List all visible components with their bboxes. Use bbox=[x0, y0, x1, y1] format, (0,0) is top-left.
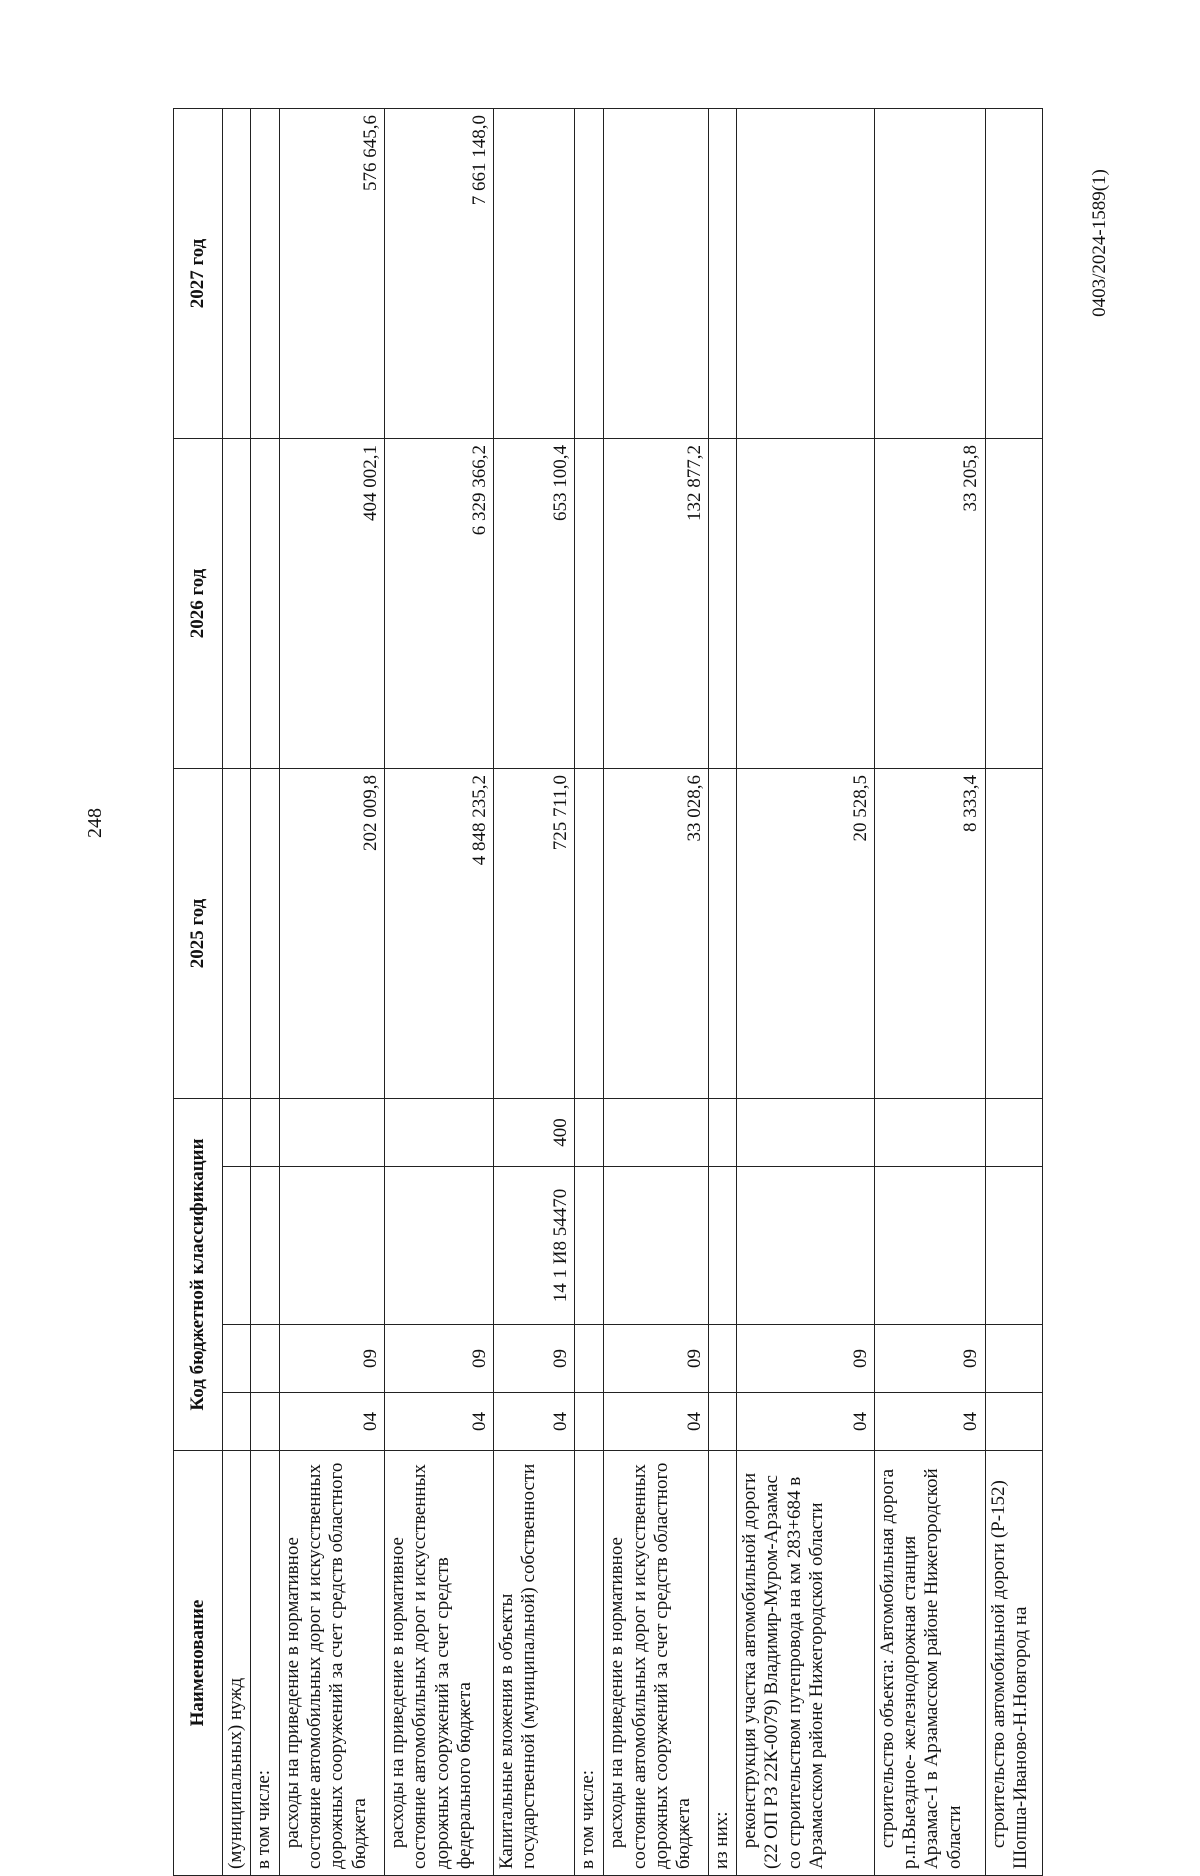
row-name: реконструкция участка автомобильной дороги (22 ОП РЗ 22К-0079) Владимир-Муром-Арзамас со строительством путепровода на км 283+684 в Арзамасском районе Нижегородской области bbox=[737, 1451, 875, 1876]
table-row bbox=[874, 108, 985, 1875]
code-target bbox=[737, 1167, 875, 1325]
value-2027 bbox=[737, 108, 875, 438]
code-section bbox=[251, 1393, 279, 1451]
code-section bbox=[223, 1393, 251, 1451]
code-section bbox=[985, 1393, 1042, 1451]
value-2026: 6 329 366,2 bbox=[385, 438, 494, 768]
row-name: строительство объекта: Автомобильная дорога р.п.Выездное- железнодорожная станция Арзамас-1 в Арзамасском районе Нижегородской области bbox=[874, 1451, 985, 1876]
document-code: 0403/2024-1589(1) bbox=[1089, 169, 1110, 317]
value-2027 bbox=[874, 108, 985, 438]
row-name: из них: bbox=[708, 1451, 736, 1876]
value-2025: 33 028,6 bbox=[604, 768, 708, 1098]
code-section: 04 bbox=[604, 1393, 708, 1451]
value-2025: 725 711,0 bbox=[493, 768, 574, 1098]
code-section: 04 bbox=[737, 1393, 875, 1451]
value-2026 bbox=[251, 438, 279, 768]
value-2025: 4 848 235,2 bbox=[385, 768, 494, 1098]
code-target bbox=[985, 1167, 1042, 1325]
value-2027 bbox=[985, 108, 1042, 438]
header-name: Наименование bbox=[174, 1451, 223, 1876]
value-2026: 33 205,8 bbox=[874, 438, 985, 768]
code-section: 04 bbox=[279, 1393, 384, 1451]
value-2027 bbox=[251, 108, 279, 438]
table-row bbox=[604, 108, 708, 1875]
value-2027: 576 645,6 bbox=[279, 108, 384, 438]
code-target bbox=[575, 1167, 604, 1325]
value-2027 bbox=[575, 108, 604, 438]
code-subsection bbox=[985, 1325, 1042, 1393]
code-section: 04 bbox=[385, 1393, 494, 1451]
value-2026 bbox=[223, 438, 251, 768]
row-name: строительство автомобильной дороги (Р-152) Шопша-Иваново-Н.Новгород на bbox=[985, 1451, 1042, 1876]
code-expense-type bbox=[279, 1098, 384, 1166]
value-2026 bbox=[985, 438, 1042, 768]
value-2027 bbox=[604, 108, 708, 438]
code-target bbox=[251, 1167, 279, 1325]
code-target bbox=[708, 1167, 736, 1325]
row-name: расходы на приведение в нормативное состояние автомобильных дорог и искусственных дорожных сооружений за счет средств областного бюджета bbox=[604, 1451, 708, 1876]
code-expense-type: 400 bbox=[493, 1098, 574, 1166]
code-target bbox=[279, 1167, 384, 1325]
value-2027: 7 661 148,0 bbox=[385, 108, 494, 438]
row-name: в том числе: bbox=[575, 1451, 604, 1876]
code-section bbox=[708, 1393, 736, 1451]
table-row bbox=[708, 108, 736, 1875]
table-header-row bbox=[174, 108, 223, 1875]
code-expense-type bbox=[251, 1098, 279, 1166]
code-expense-type bbox=[737, 1098, 875, 1166]
code-expense-type bbox=[985, 1098, 1042, 1166]
value-2025 bbox=[575, 768, 604, 1098]
row-name: расходы на приведение в нормативное состояние автомобильных дорог и искусственных дорожных сооружений за счет средств федерального бюджета bbox=[385, 1451, 494, 1876]
header-2026: 2026 год bbox=[174, 438, 223, 768]
value-2027 bbox=[708, 108, 736, 438]
code-target bbox=[604, 1167, 708, 1325]
row-name: (муниципальных) нужд bbox=[223, 1451, 251, 1876]
value-2025 bbox=[708, 768, 736, 1098]
value-2025 bbox=[251, 768, 279, 1098]
code-subsection: 09 bbox=[737, 1325, 875, 1393]
value-2026 bbox=[737, 438, 875, 768]
row-name: Капитальные вложения в объекты государственной (муниципальной) собственности bbox=[493, 1451, 574, 1876]
code-subsection: 09 bbox=[604, 1325, 708, 1393]
row-name: в том числе: bbox=[251, 1451, 279, 1876]
table-row bbox=[493, 108, 574, 1875]
value-2025: 20 528,5 bbox=[737, 768, 875, 1098]
code-expense-type bbox=[575, 1098, 604, 1166]
code-subsection bbox=[223, 1325, 251, 1393]
code-expense-type bbox=[708, 1098, 736, 1166]
code-subsection: 09 bbox=[874, 1325, 985, 1393]
table-row bbox=[575, 108, 604, 1875]
code-section bbox=[575, 1393, 604, 1451]
header-code: Код бюджетной классификации bbox=[174, 1098, 223, 1450]
code-subsection bbox=[708, 1325, 736, 1393]
code-section: 04 bbox=[874, 1393, 985, 1451]
code-target bbox=[874, 1167, 985, 1325]
code-subsection: 09 bbox=[385, 1325, 494, 1393]
code-subsection: 09 bbox=[279, 1325, 384, 1393]
table-row bbox=[985, 108, 1042, 1875]
code-target bbox=[385, 1167, 494, 1325]
page-number: 248 bbox=[84, 808, 106, 838]
code-expense-type bbox=[604, 1098, 708, 1166]
table-row bbox=[385, 108, 494, 1875]
value-2026 bbox=[575, 438, 604, 768]
budget-table bbox=[173, 108, 1043, 1876]
table-row bbox=[279, 108, 384, 1875]
value-2027 bbox=[493, 108, 574, 438]
code-expense-type bbox=[874, 1098, 985, 1166]
value-2026: 132 877,2 bbox=[604, 438, 708, 768]
value-2025: 8 333,4 bbox=[874, 768, 985, 1098]
header-2027: 2027 год bbox=[174, 108, 223, 438]
code-expense-type bbox=[223, 1098, 251, 1166]
value-2027 bbox=[223, 108, 251, 438]
table-row bbox=[251, 108, 279, 1875]
value-2025 bbox=[985, 768, 1042, 1098]
rotated-table-container bbox=[173, 109, 1043, 1876]
table-row bbox=[737, 108, 875, 1875]
code-subsection bbox=[251, 1325, 279, 1393]
value-2025 bbox=[223, 768, 251, 1098]
code-expense-type bbox=[385, 1098, 494, 1166]
value-2026 bbox=[708, 438, 736, 768]
value-2025: 202 009,8 bbox=[279, 768, 384, 1098]
row-name: расходы на приведение в нормативное состояние автомобильных дорог и искусственных дорожных сооружений за счет средств областного бюджета bbox=[279, 1451, 384, 1876]
code-subsection bbox=[575, 1325, 604, 1393]
table-row bbox=[223, 108, 251, 1875]
value-2026: 653 100,4 bbox=[493, 438, 574, 768]
code-subsection: 09 bbox=[493, 1325, 574, 1393]
value-2026: 404 002,1 bbox=[279, 438, 384, 768]
header-2025: 2025 год bbox=[174, 768, 223, 1098]
code-section: 04 bbox=[493, 1393, 574, 1451]
code-target bbox=[223, 1167, 251, 1325]
code-target: 14 1 И8 54470 bbox=[493, 1167, 574, 1325]
